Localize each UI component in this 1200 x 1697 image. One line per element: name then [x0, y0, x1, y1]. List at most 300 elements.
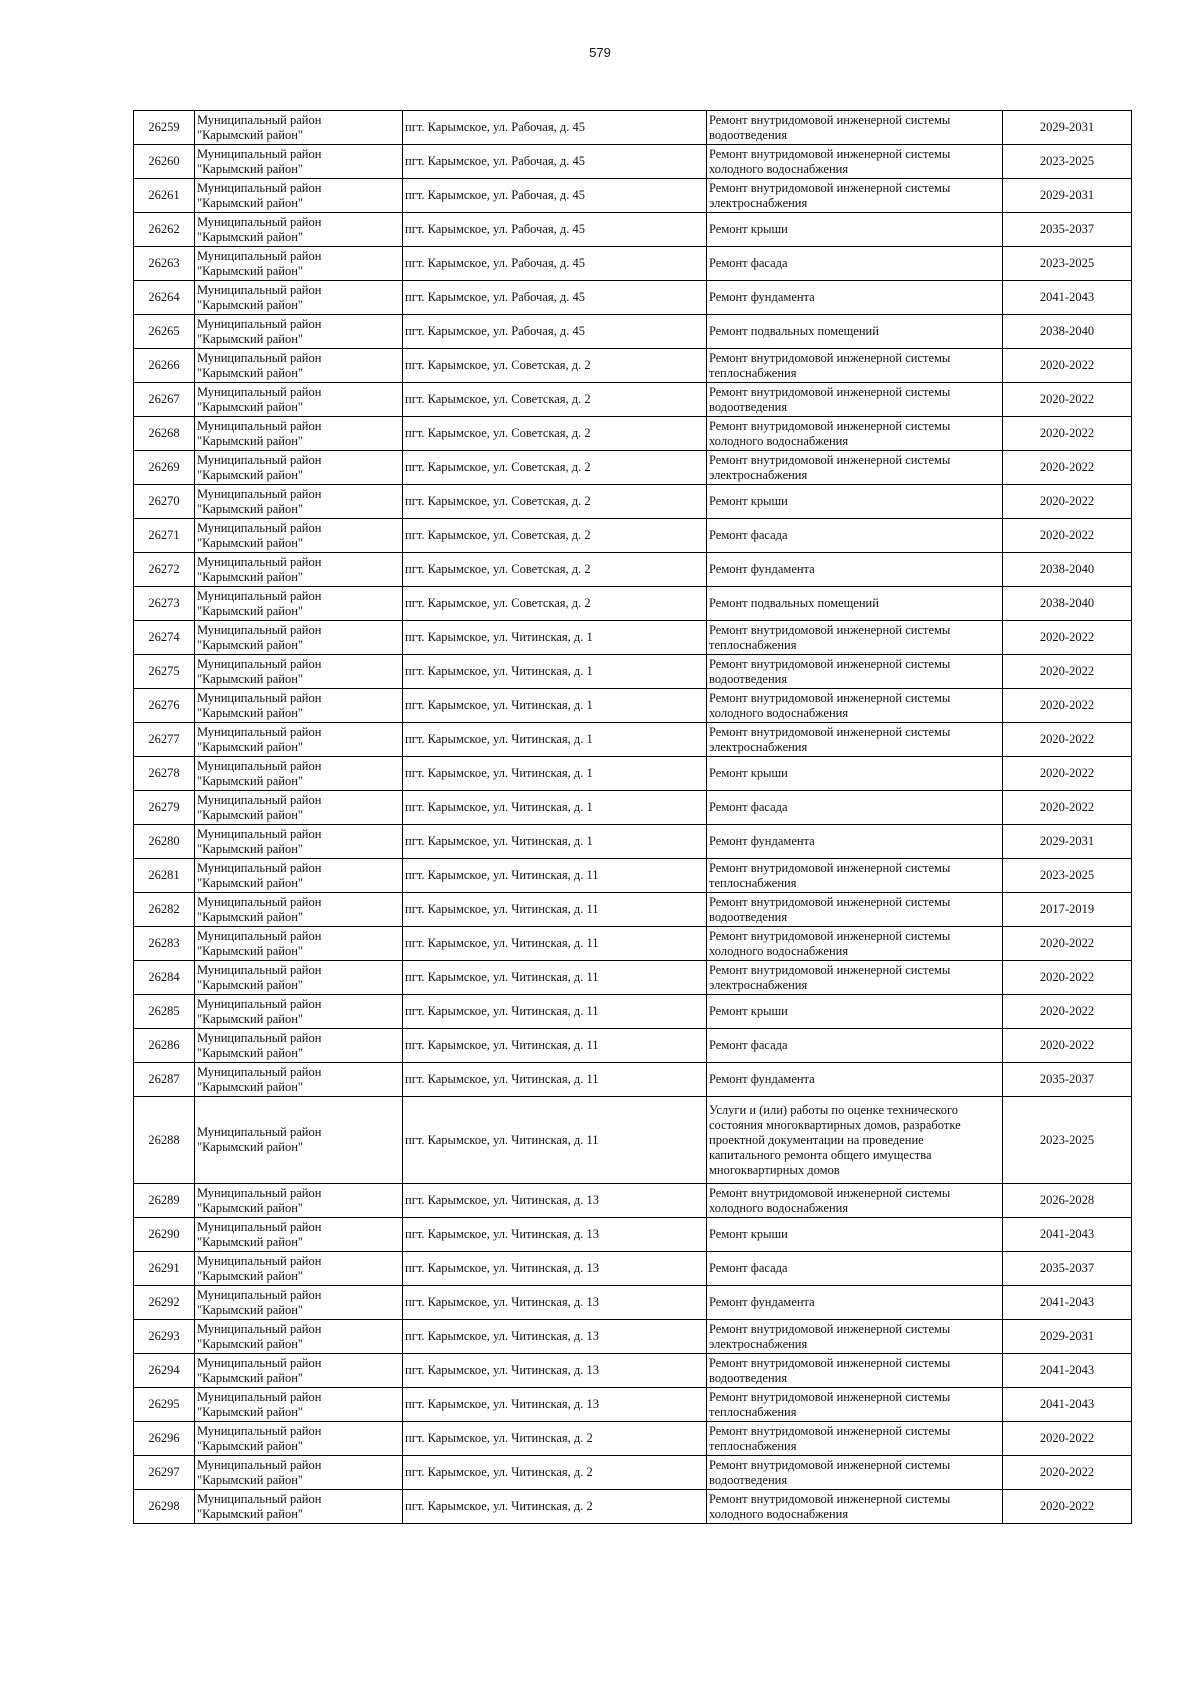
- period-cell: 2029-2031: [1003, 825, 1132, 859]
- address-cell: пгт. Карымское, ул. Рабочая, д. 45: [403, 315, 707, 349]
- work-type-line: Ремонт внутридомовой инженерной системы: [709, 1491, 951, 1506]
- district-line: Муниципальный район: [197, 1253, 322, 1268]
- district-line: "Карымский район": [197, 841, 304, 856]
- district-line: Муниципальный район: [197, 180, 322, 195]
- work-type-line: Ремонт внутридомовой инженерной системы: [709, 384, 951, 399]
- row-number: 26296: [134, 1422, 195, 1456]
- address-cell: пгт. Карымское, ул. Рабочая, д. 45: [403, 281, 707, 315]
- district-line: "Карымский район": [197, 1302, 304, 1317]
- district-cell: [195, 247, 403, 281]
- row-number: 26293: [134, 1320, 195, 1354]
- period-cell: 2041-2043: [1003, 1286, 1132, 1320]
- district-line: "Карымский район": [197, 127, 304, 142]
- address-cell: пгт. Карымское, ул. Рабочая, д. 45: [403, 145, 707, 179]
- district-cell: [195, 1388, 403, 1422]
- row-number: 26287: [134, 1063, 195, 1097]
- work-type-line: Ремонт фундамента: [709, 1295, 815, 1309]
- period-cell: 2020-2022: [1003, 1456, 1132, 1490]
- district-line: "Карымский район": [197, 773, 304, 788]
- district-cell: [195, 315, 403, 349]
- row-number: 26297: [134, 1456, 195, 1490]
- work-type-line: проектной документации на проведение: [709, 1132, 924, 1147]
- work-type-cell: [707, 349, 1003, 383]
- table-row: [134, 519, 1132, 553]
- work-type-cell: [707, 859, 1003, 893]
- district-line: Муниципальный район: [197, 452, 322, 467]
- district-cell: [195, 825, 403, 859]
- district-line: Муниципальный район: [197, 282, 322, 297]
- work-type-line: Ремонт фундамента: [709, 1072, 815, 1086]
- row-number: 26261: [134, 179, 195, 213]
- period-cell: 2020-2022: [1003, 655, 1132, 689]
- address-cell: пгт. Карымское, ул. Читинская, д. 2: [403, 1490, 707, 1524]
- district-line: "Карымский район": [197, 1268, 304, 1283]
- work-type-cell: [707, 213, 1003, 247]
- district-line: "Карымский район": [197, 569, 304, 584]
- row-number: 26280: [134, 825, 195, 859]
- district-line: Муниципальный район: [197, 656, 322, 671]
- district-cell: [195, 723, 403, 757]
- table-row: [134, 621, 1132, 655]
- address-cell: пгт. Карымское, ул. Рабочая, д. 45: [403, 213, 707, 247]
- district-cell: [195, 111, 403, 145]
- address-cell: пгт. Карымское, ул. Читинская, д. 11: [403, 927, 707, 961]
- row-number: 26288: [134, 1097, 195, 1184]
- district-line: "Карымский район": [197, 909, 304, 924]
- table-row: [134, 1286, 1132, 1320]
- district-line: "Карымский район": [197, 705, 304, 720]
- work-type-line: Ремонт внутридомовой инженерной системы: [709, 350, 951, 365]
- district-line: Муниципальный район: [197, 1185, 322, 1200]
- district-line: Муниципальный район: [197, 316, 322, 331]
- address-cell: пгт. Карымское, ул. Читинская, д. 1: [403, 791, 707, 825]
- table-row: [134, 893, 1132, 927]
- district-cell: [195, 961, 403, 995]
- period-cell: 2020-2022: [1003, 451, 1132, 485]
- row-number: 26264: [134, 281, 195, 315]
- work-type-line: электроснабжения: [709, 739, 808, 754]
- work-type-line: Ремонт внутридомовой инженерной системы: [709, 928, 951, 943]
- address-cell: пгт. Карымское, ул. Читинская, д. 13: [403, 1388, 707, 1422]
- work-type-line: электроснабжения: [709, 467, 808, 482]
- district-line: "Карымский район": [197, 433, 304, 448]
- district-line: Муниципальный район: [197, 384, 322, 399]
- table-row: [134, 247, 1132, 281]
- work-type-cell: [707, 893, 1003, 927]
- work-type-line: электроснабжения: [709, 195, 808, 210]
- address-cell: пгт. Карымское, ул. Читинская, д. 1: [403, 655, 707, 689]
- district-line: Муниципальный район: [197, 1064, 322, 1079]
- address-cell: пгт. Карымское, ул. Читинская, д. 11: [403, 1063, 707, 1097]
- repair-schedule-table: [133, 110, 1132, 1524]
- row-number: 26290: [134, 1218, 195, 1252]
- work-type-line: Ремонт фасада: [709, 528, 788, 542]
- period-cell: 2017-2019: [1003, 893, 1132, 927]
- work-type-line: Ремонт внутридомовой инженерной системы: [709, 180, 951, 195]
- row-number: 26267: [134, 383, 195, 417]
- period-cell: 2020-2022: [1003, 995, 1132, 1029]
- table-row: [134, 791, 1132, 825]
- period-cell: 2041-2043: [1003, 1388, 1132, 1422]
- district-cell: [195, 1456, 403, 1490]
- row-number: 26259: [134, 111, 195, 145]
- table-row: [134, 1029, 1132, 1063]
- district-cell: [195, 1490, 403, 1524]
- work-type-line: Ремонт крыши: [709, 1227, 788, 1241]
- period-cell: 2035-2037: [1003, 213, 1132, 247]
- work-type-line: теплоснабжения: [709, 637, 797, 652]
- district-line: Муниципальный район: [197, 962, 322, 977]
- period-cell: 2020-2022: [1003, 349, 1132, 383]
- district-line: Муниципальный район: [197, 1321, 322, 1336]
- work-type-line: Ремонт внутридомовой инженерной системы: [709, 1355, 951, 1370]
- row-number: 26291: [134, 1252, 195, 1286]
- work-type-line: Ремонт подвальных помещений: [709, 596, 879, 610]
- period-cell: 2020-2022: [1003, 417, 1132, 451]
- work-type-line: холодного водоснабжения: [709, 943, 849, 958]
- district-line: "Карымский район": [197, 977, 304, 992]
- table-row: [134, 553, 1132, 587]
- period-cell: 2020-2022: [1003, 383, 1132, 417]
- work-type-line: Ремонт фасада: [709, 1261, 788, 1275]
- address-cell: пгт. Карымское, ул. Рабочая, д. 45: [403, 111, 707, 145]
- district-cell: [195, 1252, 403, 1286]
- work-type-line: теплоснабжения: [709, 1404, 797, 1419]
- district-line: "Карымский район": [197, 195, 304, 210]
- work-type-line: холодного водоснабжения: [709, 1506, 849, 1521]
- table-row: [134, 383, 1132, 417]
- row-number: 26277: [134, 723, 195, 757]
- address-cell: пгт. Карымское, ул. Читинская, д. 2: [403, 1422, 707, 1456]
- work-type-line: теплоснабжения: [709, 365, 797, 380]
- row-number: 26269: [134, 451, 195, 485]
- work-type-line: Ремонт внутридомовой инженерной системы: [709, 1389, 951, 1404]
- district-line: Муниципальный район: [197, 758, 322, 773]
- work-type-cell: [707, 519, 1003, 553]
- row-number: 26278: [134, 757, 195, 791]
- address-cell: пгт. Карымское, ул. Читинская, д. 13: [403, 1252, 707, 1286]
- work-type-cell: [707, 587, 1003, 621]
- work-type-line: водоотведения: [709, 671, 788, 686]
- work-type-line: электроснабжения: [709, 1336, 808, 1351]
- table-row: [134, 111, 1132, 145]
- address-cell: пгт. Карымское, ул. Читинская, д. 1: [403, 621, 707, 655]
- period-cell: 2029-2031: [1003, 111, 1132, 145]
- address-cell: пгт. Карымское, ул. Читинская, д. 11: [403, 961, 707, 995]
- work-type-cell: [707, 655, 1003, 689]
- work-type-line: Ремонт внутридомовой инженерной системы: [709, 724, 951, 739]
- address-cell: пгт. Карымское, ул. Читинская, д. 11: [403, 995, 707, 1029]
- district-line: "Карымский район": [197, 399, 304, 414]
- period-cell: 2020-2022: [1003, 1422, 1132, 1456]
- work-type-cell: [707, 1184, 1003, 1218]
- work-type-cell: [707, 1252, 1003, 1286]
- district-line: "Карымский район": [197, 1472, 304, 1487]
- row-number: 26265: [134, 315, 195, 349]
- district-line: "Карымский район": [197, 1336, 304, 1351]
- period-cell: 2038-2040: [1003, 587, 1132, 621]
- district-line: "Карымский район": [197, 1045, 304, 1060]
- work-type-cell: [707, 825, 1003, 859]
- work-type-cell: [707, 1456, 1003, 1490]
- work-type-line: капитального ремонта общего имущества: [709, 1147, 932, 1162]
- district-line: Муниципальный район: [197, 486, 322, 501]
- address-cell: пгт. Карымское, ул. Читинская, д. 11: [403, 1097, 707, 1184]
- district-line: "Карымский район": [197, 365, 304, 380]
- district-line: Муниципальный район: [197, 860, 322, 875]
- work-type-line: Ремонт подвальных помещений: [709, 324, 879, 338]
- address-cell: пгт. Карымское, ул. Советская, д. 2: [403, 417, 707, 451]
- district-cell: [195, 757, 403, 791]
- address-cell: пгт. Карымское, ул. Советская, д. 2: [403, 349, 707, 383]
- district-line: "Карымский район": [197, 1140, 304, 1154]
- period-cell: 2029-2031: [1003, 179, 1132, 213]
- district-line: "Карымский район": [197, 807, 304, 822]
- work-type-line: электроснабжения: [709, 977, 808, 992]
- district-line: Муниципальный район: [197, 724, 322, 739]
- work-type-cell: [707, 1218, 1003, 1252]
- period-cell: 2041-2043: [1003, 281, 1132, 315]
- work-type-cell: [707, 1286, 1003, 1320]
- period-cell: 2029-2031: [1003, 1320, 1132, 1354]
- district-cell: [195, 519, 403, 553]
- table-body: [134, 111, 1132, 1524]
- work-type-line: Услуги и (или) работы по оценке технического: [709, 1102, 959, 1117]
- district-line: "Карымский район": [197, 1438, 304, 1453]
- row-number: 26283: [134, 927, 195, 961]
- table-row: [134, 723, 1132, 757]
- work-type-cell: [707, 961, 1003, 995]
- work-type-line: теплоснабжения: [709, 875, 797, 890]
- work-type-line: холодного водоснабжения: [709, 161, 849, 176]
- district-line: Муниципальный район: [197, 622, 322, 637]
- district-line: Муниципальный район: [197, 588, 322, 603]
- row-number: 26260: [134, 145, 195, 179]
- district-cell: [195, 213, 403, 247]
- district-line: "Карымский район": [197, 1370, 304, 1385]
- work-type-line: Ремонт внутридомовой инженерной системы: [709, 1321, 951, 1336]
- work-type-cell: [707, 451, 1003, 485]
- address-cell: пгт. Карымское, ул. Читинская, д. 11: [403, 893, 707, 927]
- work-type-cell: [707, 757, 1003, 791]
- period-cell: 2020-2022: [1003, 723, 1132, 757]
- district-line: Муниципальный район: [197, 826, 322, 841]
- work-type-line: Ремонт внутридомовой инженерной системы: [709, 146, 951, 161]
- row-number: 26263: [134, 247, 195, 281]
- period-cell: 2035-2037: [1003, 1252, 1132, 1286]
- work-type-line: водоотведения: [709, 1472, 788, 1487]
- work-type-cell: [707, 1029, 1003, 1063]
- district-line: "Карымский район": [197, 603, 304, 618]
- work-type-cell: [707, 1320, 1003, 1354]
- district-line: Муниципальный район: [197, 554, 322, 569]
- work-type-line: водоотведения: [709, 909, 788, 924]
- work-type-line: Ремонт фундамента: [709, 290, 815, 304]
- work-type-cell: [707, 621, 1003, 655]
- district-line: "Карымский район": [197, 229, 304, 244]
- row-number: 26271: [134, 519, 195, 553]
- work-type-line: Ремонт крыши: [709, 1004, 788, 1018]
- period-cell: 2041-2043: [1003, 1354, 1132, 1388]
- district-cell: [195, 451, 403, 485]
- work-type-line: водоотведения: [709, 399, 788, 414]
- work-type-line: Ремонт внутридомовой инженерной системы: [709, 690, 951, 705]
- work-type-line: Ремонт фасада: [709, 256, 788, 270]
- address-cell: пгт. Карымское, ул. Читинская, д. 13: [403, 1354, 707, 1388]
- district-line: Муниципальный район: [197, 520, 322, 535]
- district-cell: [195, 893, 403, 927]
- work-type-line: Ремонт внутридомовой инженерной системы: [709, 656, 951, 671]
- work-type-line: Ремонт фасада: [709, 1038, 788, 1052]
- district-line: Муниципальный район: [197, 350, 322, 365]
- district-cell: [195, 1422, 403, 1456]
- district-line: "Карымский район": [197, 875, 304, 890]
- district-line: "Карымский район": [197, 671, 304, 686]
- work-type-cell: [707, 553, 1003, 587]
- district-line: Муниципальный район: [197, 214, 322, 229]
- table-row: [134, 1456, 1132, 1490]
- district-cell: [195, 417, 403, 451]
- work-type-cell: [707, 927, 1003, 961]
- page-number: 579: [589, 45, 611, 60]
- district-line: Муниципальный район: [197, 1389, 322, 1404]
- row-number: 26274: [134, 621, 195, 655]
- table-row: [134, 859, 1132, 893]
- district-line: "Карымский район": [197, 1234, 304, 1249]
- work-type-line: Ремонт фундамента: [709, 834, 815, 848]
- district-cell: [195, 1354, 403, 1388]
- row-number: 26295: [134, 1388, 195, 1422]
- district-line: Муниципальный район: [197, 792, 322, 807]
- work-type-line: водоотведения: [709, 127, 788, 142]
- period-cell: 2035-2037: [1003, 1063, 1132, 1097]
- district-cell: [195, 383, 403, 417]
- table-row: [134, 757, 1132, 791]
- row-number: 26286: [134, 1029, 195, 1063]
- address-cell: пгт. Карымское, ул. Читинская, д. 13: [403, 1286, 707, 1320]
- district-line: "Карымский район": [197, 331, 304, 346]
- work-type-line: Ремонт внутридомовой инженерной системы: [709, 622, 951, 637]
- table-row: [134, 1063, 1132, 1097]
- district-cell: [195, 553, 403, 587]
- period-cell: 2020-2022: [1003, 1490, 1132, 1524]
- work-type-cell: [707, 995, 1003, 1029]
- district-cell: [195, 145, 403, 179]
- table-row: [134, 1252, 1132, 1286]
- period-cell: 2023-2025: [1003, 247, 1132, 281]
- table-row: [134, 1184, 1132, 1218]
- table-row: [134, 145, 1132, 179]
- district-line: "Карымский район": [197, 739, 304, 754]
- district-cell: [195, 1097, 403, 1184]
- district-line: Муниципальный район: [197, 894, 322, 909]
- work-type-cell: [707, 1388, 1003, 1422]
- district-line: Муниципальный район: [197, 1287, 322, 1302]
- work-type-line: Ремонт внутридомовой инженерной системы: [709, 418, 951, 433]
- work-type-cell: [707, 1354, 1003, 1388]
- row-number: 26292: [134, 1286, 195, 1320]
- district-line: Муниципальный район: [197, 1355, 322, 1370]
- district-line: Муниципальный район: [197, 690, 322, 705]
- district-line: "Карымский район": [197, 1404, 304, 1419]
- period-cell: 2038-2040: [1003, 553, 1132, 587]
- district-cell: [195, 349, 403, 383]
- work-type-line: Ремонт внутридомовой инженерной системы: [709, 962, 951, 977]
- table-row: [134, 655, 1132, 689]
- row-number: 26285: [134, 995, 195, 1029]
- work-type-cell: [707, 1490, 1003, 1524]
- table-row: [134, 417, 1132, 451]
- address-cell: пгт. Карымское, ул. Советская, д. 2: [403, 383, 707, 417]
- district-cell: [195, 1063, 403, 1097]
- address-cell: пгт. Карымское, ул. Читинская, д. 13: [403, 1218, 707, 1252]
- work-type-cell: [707, 1097, 1003, 1184]
- district-line: "Карымский район": [197, 1079, 304, 1094]
- address-cell: пгт. Карымское, ул. Читинская, д. 1: [403, 689, 707, 723]
- row-number: 26289: [134, 1184, 195, 1218]
- work-type-line: Ремонт внутридомовой инженерной системы: [709, 894, 951, 909]
- row-number: 26273: [134, 587, 195, 621]
- district-cell: [195, 587, 403, 621]
- district-cell: [195, 927, 403, 961]
- work-type-cell: [707, 247, 1003, 281]
- period-cell: 2041-2043: [1003, 1218, 1132, 1252]
- address-cell: пгт. Карымское, ул. Читинская, д. 2: [403, 1456, 707, 1490]
- period-cell: 2020-2022: [1003, 757, 1132, 791]
- table-row: [134, 1354, 1132, 1388]
- district-line: "Карымский район": [197, 501, 304, 516]
- district-line: "Карымский район": [197, 263, 304, 278]
- table-row: [134, 1388, 1132, 1422]
- address-cell: пгт. Карымское, ул. Советская, д. 2: [403, 519, 707, 553]
- period-cell: 2023-2025: [1003, 145, 1132, 179]
- address-cell: пгт. Карымское, ул. Читинская, д. 1: [403, 723, 707, 757]
- work-type-line: холодного водоснабжения: [709, 433, 849, 448]
- district-line: "Карымский район": [197, 467, 304, 482]
- district-line: "Карымский район": [197, 535, 304, 550]
- work-type-cell: [707, 723, 1003, 757]
- table-row: [134, 689, 1132, 723]
- district-line: Муниципальный район: [197, 996, 322, 1011]
- work-type-line: Ремонт внутридомовой инженерной системы: [709, 112, 951, 127]
- district-cell: [195, 655, 403, 689]
- district-cell: [195, 281, 403, 315]
- address-cell: пгт. Карымское, ул. Читинская, д. 13: [403, 1184, 707, 1218]
- work-type-line: теплоснабжения: [709, 1438, 797, 1453]
- work-type-line: Ремонт внутридомовой инженерной системы: [709, 1423, 951, 1438]
- table-row: [134, 315, 1132, 349]
- period-cell: 2026-2028: [1003, 1184, 1132, 1218]
- row-number: 26275: [134, 655, 195, 689]
- table-row: [134, 179, 1132, 213]
- period-cell: 2020-2022: [1003, 621, 1132, 655]
- work-type-line: многоквартирных домов: [709, 1162, 840, 1177]
- district-line: Муниципальный район: [197, 418, 322, 433]
- table-row: [134, 485, 1132, 519]
- district-cell: [195, 689, 403, 723]
- work-type-cell: [707, 315, 1003, 349]
- row-number: 26284: [134, 961, 195, 995]
- district-line: Муниципальный район: [197, 1423, 322, 1438]
- period-cell: 2020-2022: [1003, 485, 1132, 519]
- table-row: [134, 281, 1132, 315]
- row-number: 26266: [134, 349, 195, 383]
- work-type-line: Ремонт фундамента: [709, 562, 815, 576]
- district-line: "Карымский район": [197, 297, 304, 312]
- work-type-cell: [707, 1063, 1003, 1097]
- table-row: [134, 995, 1132, 1029]
- address-cell: пгт. Карымское, ул. Рабочая, д. 45: [403, 179, 707, 213]
